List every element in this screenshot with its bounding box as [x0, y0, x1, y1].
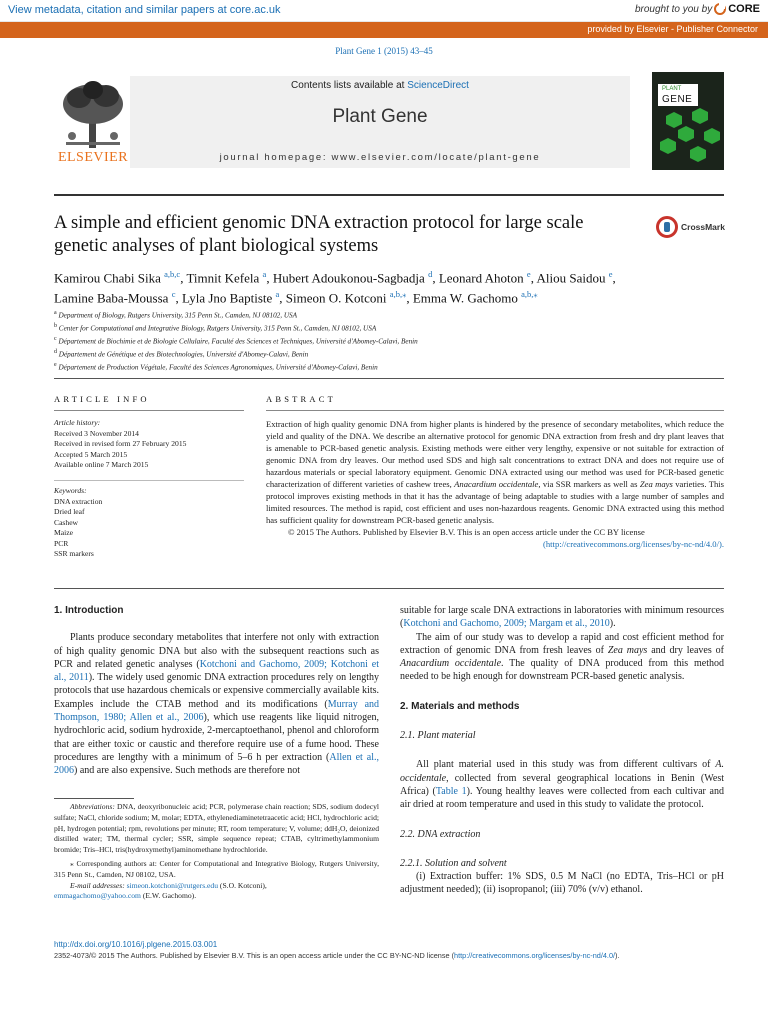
abstract-paragraph	[266, 418, 724, 526]
license-text: © 2015 The Authors. Published by Elsevier B.V. This is an open access article under the CC BY license	[288, 527, 645, 537]
abstract-license	[266, 526, 724, 538]
affiliation-text: Department of Biology, Rutgers University, 315 Penn St., Camden, NJ 08102, USA	[56, 311, 298, 320]
subsection-heading-plant: 2.1. Plant material	[400, 730, 476, 742]
author-name: Lamine Baba-Moussa	[54, 290, 172, 306]
section-heading-introduction: 1. Introduction	[54, 605, 124, 616]
divider	[54, 378, 724, 379]
author-affiliation-mark[interactable]: d	[428, 269, 433, 279]
body-text: suitable for large scale DNA extractions in laboratories with minimum resources (	[400, 605, 724, 630]
email-footnote	[54, 881, 379, 903]
core-brought-text: brought to you by	[634, 3, 713, 15]
keyword-item: Cashew	[54, 517, 79, 527]
author-name: Kamirou Chabi Sika	[54, 270, 165, 286]
keyword-item: Maize	[54, 528, 73, 537]
author-affiliation-mark[interactable]: a	[275, 289, 280, 300]
issn-text: 2352-4073/© 2015 The Authors. Published by Elsevier B.V. This is an open access article under the CC BY-NC-ND license (	[54, 951, 455, 960]
author-affiliation-mark[interactable]: a,b,⁎	[389, 289, 407, 300]
footnote-mark: ⁎	[70, 858, 74, 868]
abstract-text	[266, 418, 724, 550]
affiliation-item	[54, 360, 724, 373]
affiliation-text: Center for Computational and Integrative Biology, Rutgers University, 315 Penn St., Camden, NJ 08102, USA	[57, 324, 377, 333]
journal-title: Plant Gene	[332, 106, 428, 127]
article-title: A simple and efficient genomic DNA extraction protocol for large scale genetic analyses of plant biological systems	[54, 213, 584, 256]
abstract-text-part: , via SSR markers as well as	[538, 479, 640, 489]
affiliation-mark: d	[54, 348, 57, 355]
corresponding-text: Corresponding authors at: Center for Computational and Integrative Biology, Rutgers University, 315 Penn St., Camden, NJ 08102, USA.	[54, 858, 379, 879]
citation-link[interactable]: Murray and Thompson, 1980; Allen et al., 2006	[54, 698, 380, 724]
author-name: , Aliou Saidou	[530, 270, 609, 286]
affiliation-item	[54, 347, 724, 360]
intro-text: ) and are also expensive. Such methods are therefore not	[74, 765, 301, 777]
abstract-text-part: Extraction of high quality genomic DNA from higher plants is hindered by the presence of secondary metabolites, which reduce the yield and quality of the DNA. We describe an alternative protocol for genomic DNA extraction from fresh and dry plant leaves that is amenable to PCR-based genetic analysis. Existing methods were either very lengthy, expensive or not suitable for extraction of genomic DNA from dry leaves. Our method used SDS and high salt concentrations to extract DNA and does not require use of hazardous materials or special laboratory equipment. Genomic DNA extracted using our method was used for PCR-based genetic characterization of different varieties of cashew trees,	[266, 419, 724, 489]
keyword-item: DNA extraction	[54, 496, 103, 506]
author-name: , Lyla Jno Baptiste	[175, 290, 276, 306]
affiliation-item	[54, 321, 724, 334]
core-provider-text[interactable]: provided by Elsevier - Publisher Connector	[587, 24, 758, 34]
abbreviations-text: DNA, deoxyribonucleic acid; PCR, polymerase chain reaction; SDS, sodium dodecyl sulfate; NaCl, chloride sodium; M, molar; EDTA, ethylenediaminetetraacetic acid; HCl, hydrochloric acid; pH, hydrogen potential; rpm, revolutions per minute; RT, room temperature; V, volume; ddH₂O, deionized distilled water; TM, thermal cycler; SSR, simple sequence repeat; CTAB, cyltrimethylammonium bromide; Tris–HCl, tris(hydroxymethyl)aminomethane hydrochloride.	[54, 802, 379, 855]
history-list	[54, 429, 244, 471]
aim-paragraph	[400, 631, 724, 684]
affiliation-text: Département de Biochimie et de Biologie Cellulaire, Faculté des Sciences et Techniques, Université d'Abomey-Calavi, Benin	[56, 337, 418, 346]
table-link[interactable]: Table 1	[435, 785, 467, 797]
author-list	[54, 266, 724, 307]
cc-license-link[interactable]: http://creativecommons.org/licenses/by-nc-nd/4.0/	[454, 951, 616, 960]
solution-paragraph: (i) Extraction buffer: 1% SDS, 0.5 M NaCl (no EDTA, Tris–HCl or pH adjustment needed); (ii) isopropanol; (iii) 70% (v/v) ethanol.	[400, 871, 724, 896]
email-label: E-mail addresses:	[70, 880, 125, 890]
divider	[54, 480, 244, 481]
author-affiliation-mark[interactable]: a,b,⁎	[521, 289, 538, 300]
footnote-divider	[54, 798, 134, 799]
body-text: The aim of our study was to develop a rapid and cost efficient method for extraction of genomic DNA from fresh leaves of	[400, 631, 724, 656]
divider	[54, 588, 724, 589]
keywords-label: Keywords:	[54, 486, 87, 495]
author-name: , Leonard Ahoton	[432, 270, 527, 286]
affiliations	[54, 308, 724, 372]
intro-paragraph	[54, 631, 379, 777]
divider	[54, 410, 244, 411]
contents-line	[130, 80, 630, 91]
divider	[266, 410, 724, 411]
author-name: , Simeon O. Kotconi	[279, 290, 390, 306]
body-text: ).	[609, 618, 616, 630]
author-name: , Timnit Kefela	[180, 270, 263, 286]
affiliation-mark: b	[54, 322, 57, 329]
abstract-text-part: varieties. This protocol improves existing methods in that it has the advantage of being adaptable to studies with a large number of samples and limited resources. The method is rapid, cost efficient and uses non-hazardous reagents. Genomic DNA extracted using this method has sufficient quality for downstream PCR-based genetic analysis.	[266, 479, 724, 525]
citation-link[interactable]: Allen et al., 2006	[54, 751, 380, 777]
keywords-list	[54, 497, 244, 560]
body-text: All plant material used in this study was from different cultivars of	[416, 759, 716, 771]
affiliation-mark: a	[54, 310, 57, 316]
history-item: Received in revised form 27 February 2015	[54, 439, 187, 448]
doi-link[interactable]: http://dx.doi.org/10.1016/j.plgene.2015.03.001	[54, 940, 218, 949]
intro-text: ), which use reagents like liquid nitrogen, hydrochloric acid, sodium hydroxide, 2-mercaptoethanol, phenol and chloroform that are either toxic or caustic and therefore require use of a fume hood. These procedures are lengthy with a minimum of 5–6 h per extraction (	[54, 712, 380, 763]
author-name: , Emma W. Gachomo	[406, 290, 522, 306]
contents-prefix: Contents lists available at	[291, 80, 405, 91]
body-left-column	[54, 604, 379, 778]
crossmark-icon	[656, 216, 678, 238]
header-divider	[54, 194, 724, 196]
license-link-line	[266, 538, 724, 550]
core-view-link[interactable]: View metadata, citation and similar papers at core.ac.uk	[8, 4, 281, 16]
issn-license-line	[54, 951, 724, 960]
abbreviations-label: Abbreviations:	[70, 802, 115, 811]
keyword-item: PCR	[54, 538, 69, 548]
author-affiliation-mark[interactable]: c	[171, 289, 176, 300]
footnotes	[54, 802, 379, 902]
crossmark-badge[interactable]	[656, 216, 725, 238]
affiliation-item	[54, 308, 724, 321]
author-affiliation-mark[interactable]: a	[262, 269, 267, 279]
core-logo-icon	[714, 3, 726, 15]
intro-continued	[400, 604, 724, 631]
keyword-item: Dried leaf	[54, 507, 85, 516]
sciencedirect-link[interactable]: ScienceDirect	[407, 80, 469, 91]
license-link[interactable]: (http://creativecommons.org/licenses/by-nc-nd/4.0/).	[543, 539, 724, 549]
abstract-species-2: Zea mays	[639, 479, 673, 489]
core-provider-bar	[0, 22, 768, 38]
email-owner: (E.W. Gachomo).	[140, 891, 197, 901]
subsubsection-heading-solution: 2.2.1. Solution and solvent	[400, 857, 507, 869]
intro-text: ). The widely used genomic DNA extraction procedures rely on lengthy protocols that use hazardous chemicals or expensive commercially available kits. Examples include the CTAB method and its modifications (	[54, 672, 379, 710]
species-name: A. occidentale	[400, 759, 724, 784]
body-text: , collected from several geographical locations in Benin (West Africa) (	[400, 772, 724, 797]
body-text: ). Young healthy leaves were collected from each cultivar and air dried at room temperature and used in this study to validate the protocol.	[400, 785, 724, 811]
author-name: , Hubert Adoukonou-Sagbadja	[266, 270, 429, 286]
cover-plant-label: PLANT	[662, 86, 682, 92]
keyword-item: SSR markers	[54, 549, 94, 558]
section-heading-methods: 2. Materials and methods	[400, 700, 520, 712]
body-text: . The quality of DNA produced from this method needed to be high enough for downstream PCR-based genetic analysis.	[400, 658, 725, 683]
article-info-heading: ARTICLE INFO	[54, 394, 150, 404]
core-logo-text: CORE	[728, 3, 760, 15]
subsection-heading-dna: 2.2. DNA extraction	[400, 828, 481, 840]
history-item: Available online 7 March 2015	[54, 460, 149, 469]
journal-homepage[interactable]: journal homepage: www.elsevier.com/locate/plant-gene	[219, 152, 541, 163]
core-brand[interactable]	[635, 3, 760, 15]
crossmark-label: CrossMark	[681, 222, 725, 232]
affiliation-mark: c	[54, 335, 57, 342]
affiliation-mark: e	[54, 361, 57, 368]
email-owner: (S.O. Kotconi),	[218, 880, 267, 890]
history-item: Received 3 November 2014	[54, 428, 139, 438]
intro-text: Plants produce secondary metabolites that interfere not only with extraction of high quality genomic DNA but also with the subsequent reactions such as PCR and related genetic analyses (	[54, 632, 379, 670]
author-line-1	[54, 266, 724, 286]
article-history	[54, 418, 244, 471]
issn-text: ).	[615, 951, 620, 960]
abbreviations-footnote	[54, 802, 379, 856]
author-affiliation-mark[interactable]: e	[608, 269, 613, 279]
citation-link[interactable]: Kotchoni and Gachomo, 2009; Kotchoni et al., 2011	[54, 658, 379, 684]
history-item: Accepted 5 March 2015	[54, 449, 128, 459]
affiliation-text: Département de Génétique et des Biotechnologies, Université d'Abomey-Calavi, Benin	[57, 350, 309, 359]
species-name: Zea mays	[607, 644, 648, 656]
cover-gene-label: GENE	[662, 94, 693, 105]
author-name: ,	[612, 270, 616, 286]
citation-line[interactable]: Plant Gene 1 (2015) 43–45	[335, 46, 433, 56]
plant-paragraph	[400, 758, 724, 811]
body-text: and dry leaves of	[647, 644, 724, 656]
corresponding-footnote	[54, 859, 379, 881]
author-affiliation-mark[interactable]: a,b,c	[164, 269, 181, 279]
affiliation-text: Département de Production Végétale, Faculté des Sciences Agronomiques, Université d'Abomey-Calavi, Benin	[56, 362, 378, 371]
species-name: Anacardium occidentale	[400, 658, 502, 670]
elsevier-wordmark: ELSEVIER	[57, 150, 129, 165]
citation-link[interactable]: Kotchoni and Gachomo, 2009; Margam et al., 2010	[403, 618, 610, 630]
author-affiliation-mark[interactable]: e	[526, 269, 531, 279]
author-line-2	[54, 286, 724, 306]
email-link[interactable]: emmagachomo@yahoo.com	[54, 891, 141, 901]
affiliation-item	[54, 334, 724, 347]
history-label: Article history:	[54, 418, 101, 427]
journal-cover-image	[652, 72, 724, 170]
email-link[interactable]: simeon.kotchoni@rutgers.edu	[126, 880, 219, 890]
keywords-block	[54, 486, 244, 560]
core-banner	[0, 0, 768, 22]
abstract-species-1: Anacardium occidentale	[454, 479, 539, 489]
body-right-column	[400, 604, 724, 897]
abstract-heading: ABSTRACT	[266, 394, 336, 404]
